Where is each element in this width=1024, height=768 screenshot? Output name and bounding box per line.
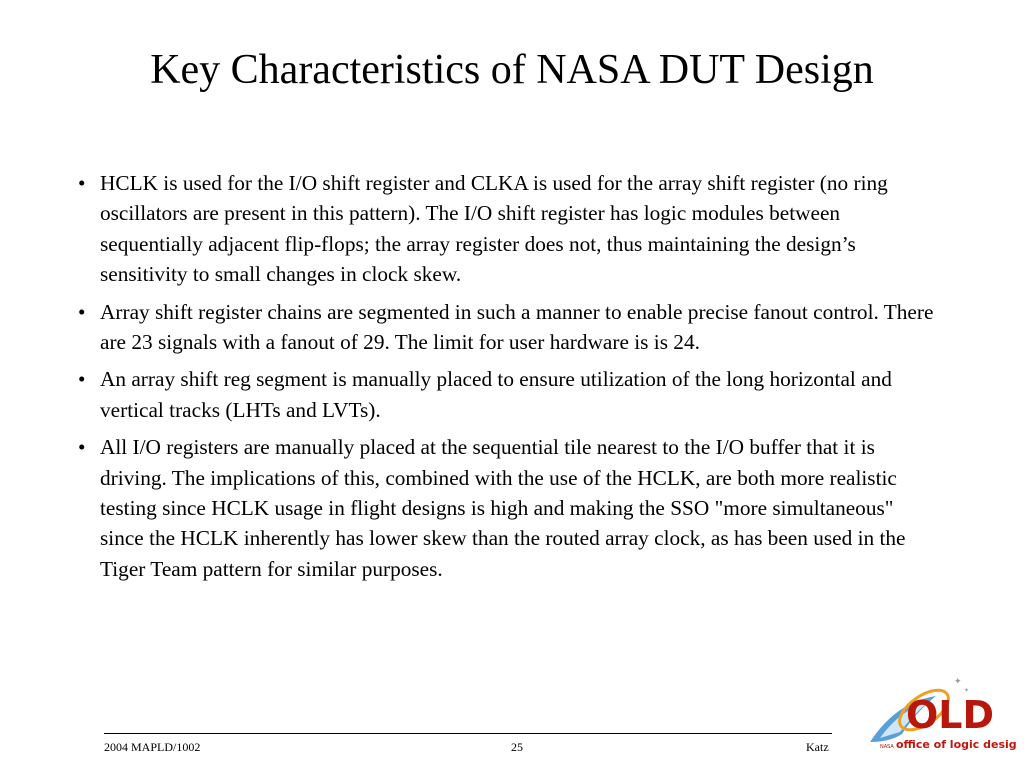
footer-divider	[104, 733, 832, 734]
bullet-mark: •	[78, 171, 86, 195]
page-number: 25	[511, 740, 523, 754]
logo-graphic	[866, 672, 1016, 762]
bullet-text: Array shift register chains are segmented in such a manner to enable precise fanout control. There are 23 signals with a fanout of 29. The limit for user hardware is is 24.	[100, 299, 934, 355]
bullet-item	[78, 297, 938, 358]
bullet-text: HCLK is used for the I/O shift register and CLKA is used for the array shift register (no ring oscillators are present in this pattern). The I/O shift register has logic modules between sequentially adjacent flip-flops; the array register does not, thus maintaining the design’s sensitivity to small changes in clock skew.	[100, 171, 888, 287]
logo-tagline: office of logic design	[896, 738, 1016, 751]
bullet-mark: •	[78, 435, 86, 460]
slide-title: Key Characteristics of NASA DUT Design	[150, 47, 874, 93]
bullet-text: All I/O registers are manually placed at the sequential tile nearest to the I/O buffer that it is driving. The implications of this, combined with the use of the HCLK, are both more realistic testing since HCLK usage in flight designs is high and making the SSO "more simultaneous" since the HCLK inherently has lower skew than the routed array clock, as has been used in the Tiger Team pattern for similar purposes.	[100, 435, 906, 581]
footer-author: Katz	[806, 740, 829, 754]
sparkle-icon: ✦	[954, 677, 962, 687]
footer-conference: 2004 MAPLD/1002	[104, 740, 201, 754]
bullet-item	[78, 432, 938, 584]
bullet-mark: •	[78, 299, 86, 324]
bullet-item	[78, 168, 938, 290]
bullet-list	[78, 168, 938, 591]
nasa-mark: NASA	[880, 744, 894, 750]
bullet-text: An array shift reg segment is manually placed to ensure utilization of the long horizontal and vertical tracks (LHTs and LVTs).	[100, 367, 892, 422]
office-of-logic-design-logo	[866, 672, 1016, 762]
logo-wordmark: OLD	[906, 693, 995, 737]
bullet-mark: •	[78, 367, 86, 392]
sparkle-icon: ✦	[964, 687, 970, 694]
bullet-item	[78, 364, 938, 425]
